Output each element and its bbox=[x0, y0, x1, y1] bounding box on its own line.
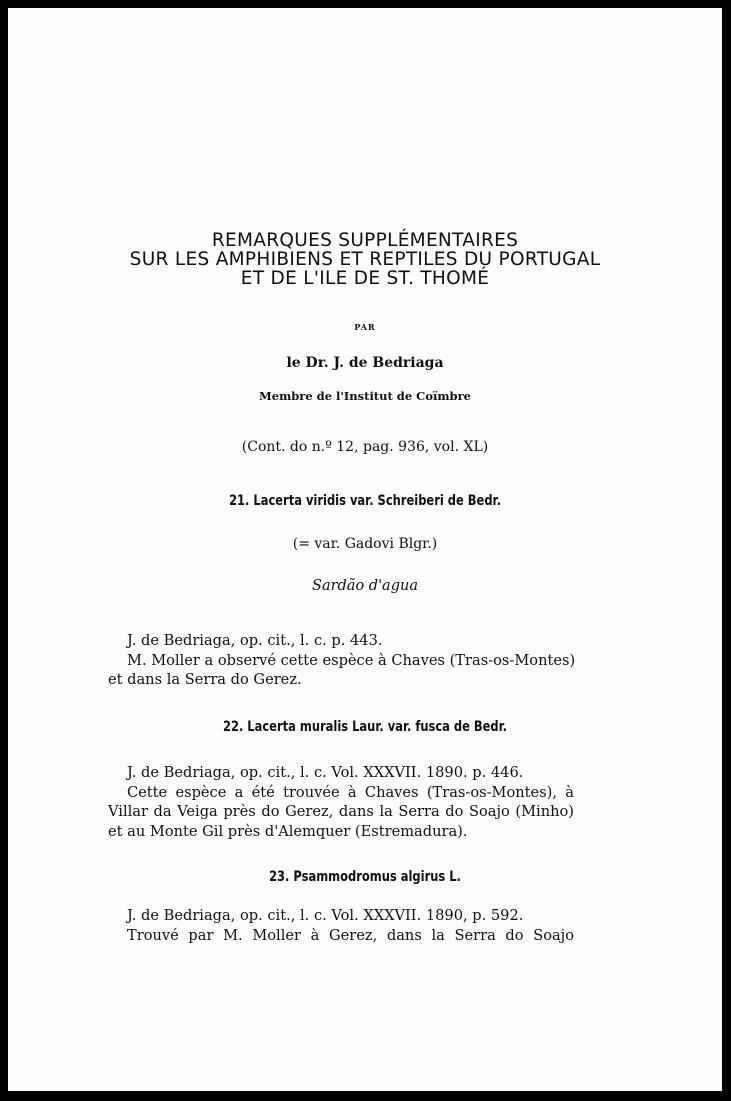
par-label: PAR bbox=[354, 322, 376, 332]
section-body-22 bbox=[108, 763, 574, 841]
body-line: Trouvé par M. Moller à Gerez, dans la Serra do Soajo bbox=[127, 926, 574, 944]
document-page bbox=[8, 8, 722, 1091]
section-heading-22: 22. Lacerta muralis Laur. var. fusca de Bedr. bbox=[222, 719, 508, 735]
body-line: M. Moller a observé cette espèce à Chaves (Tras-os-Montes) bbox=[127, 651, 576, 669]
section-heading-21: 21. Lacerta viridis var. Schreiberi de Bedr. bbox=[229, 493, 501, 509]
body-line: J. de Bedriaga, op. cit., l. c. p. 443. bbox=[127, 632, 383, 649]
body-line: Villar da Veiga près do Gerez, dans la Serra do Soajo (Minho) bbox=[108, 803, 574, 820]
continuation-note: (Cont. do n.º 12, pag. 936, vol. XL) bbox=[241, 439, 489, 455]
title-line-1: REMARQUES SUPPLÉMENTAIRES bbox=[211, 230, 519, 251]
title-line-2: SUR LES AMPHIBIENS ET REPTILES DU PORTUGAL bbox=[129, 249, 601, 270]
body-line: J. de Bedriaga, op. cit., l. c. Vol. XXXVII. 1890. p. 446. bbox=[127, 764, 524, 781]
section-heading-23: 23. Psammodromus algirus L. bbox=[269, 869, 461, 885]
body-line: J. de Bedriaga, op. cit., l. c. Vol. XXXVII. 1890, p. 592. bbox=[127, 907, 524, 924]
section-body-23 bbox=[108, 906, 574, 945]
author-affiliation: Membre de l'Institut de Coïmbre bbox=[259, 389, 471, 403]
section-body-21 bbox=[108, 631, 574, 690]
section-common-name-21: Sardão d'agua bbox=[312, 578, 418, 594]
body-line: et dans la Serra do Gerez. bbox=[108, 671, 302, 688]
body-line: Cette espèce a été trouvée à Chaves (Tras-os-Montes), à bbox=[127, 783, 574, 801]
author-name: le Dr. J. de Bedriaga bbox=[286, 355, 444, 371]
body-line: et au Monte Gil près d'Alemquer (Estremadura). bbox=[108, 822, 468, 840]
section-synonym-21: (= var. Gadovi Blgr.) bbox=[292, 536, 438, 552]
title-line-3: ET DE L'ILE DE ST. THOMÉ bbox=[240, 268, 490, 289]
